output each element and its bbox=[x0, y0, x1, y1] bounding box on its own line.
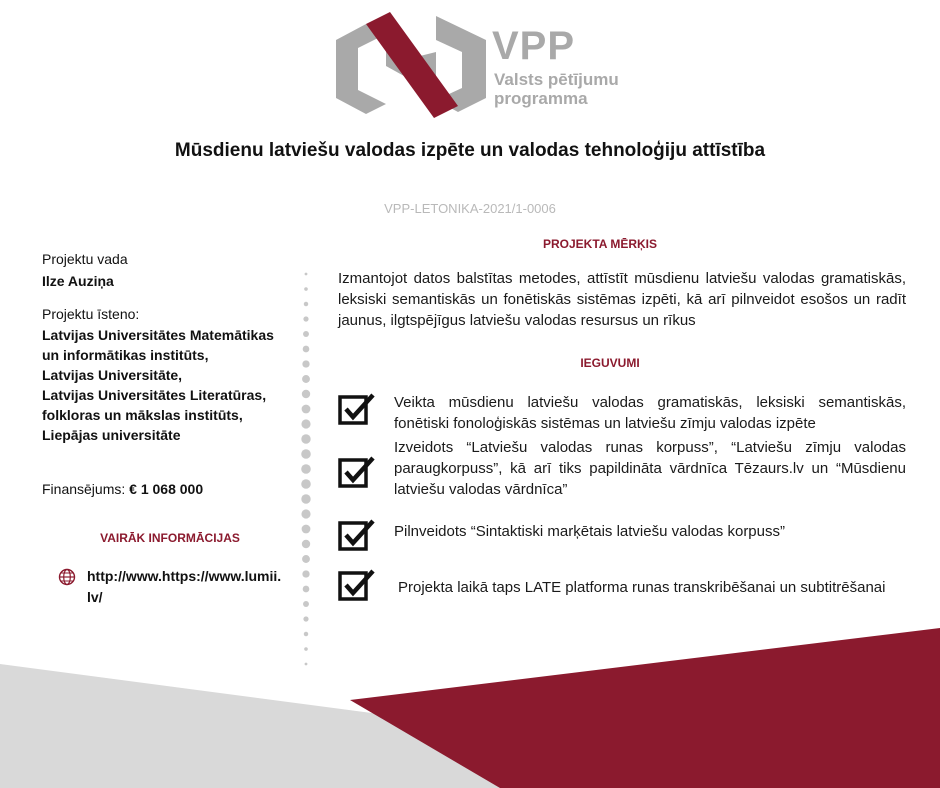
separator-dot bbox=[301, 494, 310, 503]
project-id: VPP-LETONIKA-2021/1-0006 bbox=[384, 201, 556, 216]
info-link[interactable] bbox=[87, 566, 287, 608]
separator-dot bbox=[301, 464, 311, 474]
vpp-logo bbox=[336, 10, 619, 125]
separator-dot bbox=[303, 346, 310, 353]
result-text: Izveidots “Latviešu valodas runas korpuss”, “Latviešu zīmju valodas paraugkorpuss”, kā arī tiks papildināta vārdnīca Tēzaurs.lv un “Mūsdienu latviešu valodas vārdnīca” bbox=[394, 439, 906, 498]
implementers-list bbox=[42, 325, 302, 445]
checkbox-checked-icon bbox=[338, 518, 376, 552]
separator-dot bbox=[303, 331, 309, 337]
globe-icon bbox=[58, 568, 76, 586]
separator-dot bbox=[304, 287, 308, 291]
result-text: Veikta mūsdienu latviešu valodas gramatiskās, leksiski semantiskās, fonētiski fonoloģiskās sistēmas un latviešu zīmju valodas izpēte bbox=[394, 394, 906, 432]
logo-subtitle bbox=[494, 70, 634, 108]
logo-subtitle-line1: Valsts pētījumu bbox=[494, 70, 619, 89]
separator-dot bbox=[302, 540, 310, 548]
separator-dot bbox=[301, 434, 310, 443]
goal-heading: PROJEKTA MĒRĶIS bbox=[542, 237, 657, 251]
implementer-line: folkloras un mākslas institūts, bbox=[42, 407, 243, 423]
page-title: Mūsdienu latviešu valodas izpēte un valodas tehnoloģiju attīstība bbox=[174, 140, 766, 161]
implementer-line: un informātikas institūts, bbox=[42, 347, 209, 363]
vpp-logo-mark bbox=[336, 10, 488, 122]
implementer-line: Latvijas Universitātes Matemātikas bbox=[42, 327, 274, 343]
separator-dot bbox=[302, 390, 310, 398]
separator-dot bbox=[302, 525, 311, 534]
separator-dot bbox=[301, 449, 311, 459]
checkbox-checked-icon bbox=[338, 392, 376, 426]
info-link-line2[interactable]: lv/ bbox=[87, 589, 103, 605]
result-text: Pilnveidots “Sintaktiski marķētais latviešu valodas korpuss” bbox=[394, 523, 785, 540]
separator-dot bbox=[302, 555, 310, 563]
separator-dot bbox=[304, 302, 308, 306]
implementer-line: Latvijas Universitāte, bbox=[42, 367, 183, 383]
separator-dot bbox=[305, 273, 308, 276]
logo-subtitle-line2: programma bbox=[494, 89, 588, 108]
separator-dot bbox=[303, 601, 309, 607]
separator-dot bbox=[302, 405, 311, 414]
separator-dot bbox=[302, 375, 310, 383]
separator-dot bbox=[301, 419, 310, 428]
separator-dot bbox=[302, 570, 309, 577]
separator-dot bbox=[301, 479, 311, 489]
separator-dot bbox=[303, 586, 310, 593]
logo-acronym: VPP bbox=[492, 24, 576, 68]
decorative-bottom-shapes bbox=[0, 620, 940, 788]
funding bbox=[42, 479, 203, 500]
goal-text: Izmantojot datos balstītas metodes, attīstīt mūsdienu latviešu valodas gramatiskās, leksiski semantiskās un fonētiskās sistēmas izpēti, kā arī pilnveidot esošos un radīt jaunus, ilgtspējīgus latviešu valodas resursus un rīkus bbox=[338, 270, 906, 329]
implementer-line: Latvijas Universitātes Literatūras, bbox=[42, 387, 267, 403]
implementer-line: Liepājas universitāte bbox=[42, 427, 181, 443]
checkbox-checked-icon bbox=[338, 455, 376, 489]
results-heading: IEGUVUMI bbox=[580, 356, 640, 370]
lead-name: Ilze Auziņa bbox=[42, 273, 114, 289]
info-link-line1[interactable]: http://www.https://www.lumii. bbox=[87, 568, 282, 584]
lead-label: Projektu vada bbox=[42, 251, 128, 267]
separator-dot bbox=[302, 360, 309, 367]
funding-value: € 1 068 000 bbox=[129, 481, 204, 497]
funding-label: Finansējums: bbox=[42, 481, 130, 497]
checkbox-checked-icon bbox=[338, 568, 376, 602]
separator-dot bbox=[301, 509, 310, 518]
result-text: Projekta laikā taps LATE platforma runas transkribēšanai un subtitrēšanai bbox=[398, 579, 886, 596]
separator-dot bbox=[303, 316, 308, 321]
implementers-label: Projektu īsteno: bbox=[42, 306, 140, 322]
dotted-separator bbox=[300, 270, 312, 670]
more-info-heading: VAIRĀK INFORMĀCIJAS bbox=[100, 531, 240, 545]
